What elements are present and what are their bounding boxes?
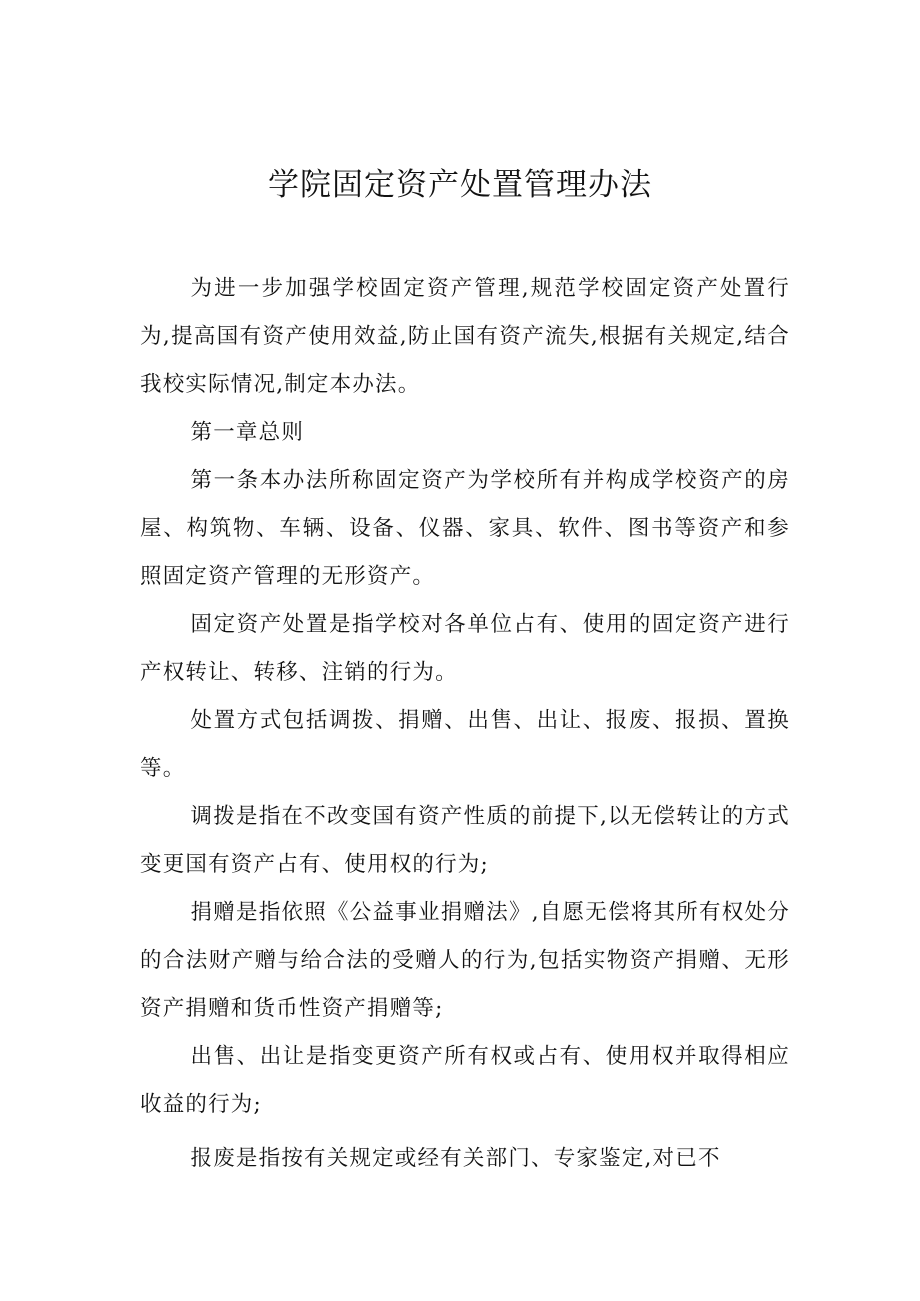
paragraph-sale: 出售、出让是指变更资产所有权或占有、使用权并取得相应收益的行为; [140,1044,790,1117]
document-title: 学院固定资产处置管理办法 [268,167,652,203]
paragraph-donation: 捐赠是指依照《公益事业捐赠法》,自愿无偿将其所有权处分的合法财产赠与给合法的受赠人的行为,包括实物资产捐赠、无形资产捐赠和货币性资产捐赠等; [140,900,790,1021]
paragraph-article-1: 第一条本办法所称固定资产为学校所有并构成学校资产的房屋、构筑物、车辆、设备、仪器、家具、软件、图书等资产和参照固定资产管理的无形资产。 [140,468,790,589]
paragraph-disposal-definition: 固定资产处置是指学校对各单位占有、使用的固定资产进行产权转让、转移、注销的行为。 [140,612,790,685]
paragraph-intro: 为进一步加强学校固定资产管理,规范学校固定资产处置行为,提高国有资产使用效益,防止国有资产流失,根据有关规定,结合我校实际情况,制定本办法。 [140,276,790,397]
paragraph-scrapping: 报废是指按有关规定或经有关部门、专家鉴定,对已不 [190,1146,721,1171]
document-body [140,265,790,1183]
paragraph-allocation: 调拨是指在不改变国有资产性质的前提下,以无偿转让的方式变更国有资产占有、使用权的行为; [140,804,790,877]
chapter-heading: 第一章总则 [190,420,305,445]
paragraph-disposal-methods: 处置方式包括调拨、捐赠、出售、出让、报废、报损、置换等。 [140,708,790,781]
